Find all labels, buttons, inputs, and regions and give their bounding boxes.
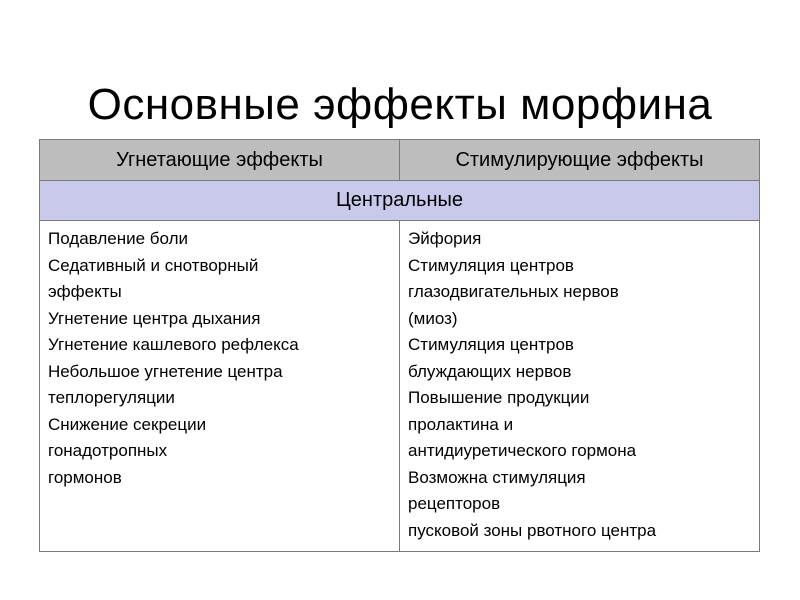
stimulating-effects-list xyxy=(408,226,753,544)
effect-line: (миоз) xyxy=(408,308,458,328)
effect-line: рецепторов xyxy=(408,494,501,513)
effect-line: Седативный и снотворный xyxy=(48,255,259,275)
effect-line: гормонов xyxy=(48,467,122,487)
effect-line: Снижение секреции xyxy=(48,414,207,434)
effect-line: пролактина и xyxy=(408,414,514,434)
effect-line: антидиуретического гормона xyxy=(408,441,637,460)
effect-line: Подавление боли xyxy=(48,229,188,248)
table-header-row xyxy=(40,140,760,181)
effect-line: Угнетение кашлевого рефлекса xyxy=(48,335,299,354)
header-stimulating-effects: Стимулирующие эффекты xyxy=(400,140,760,181)
effect-line: гонадотропных xyxy=(48,441,168,460)
effect-line: глазодвигательных нервов xyxy=(408,282,619,301)
inhibitory-effects-cell xyxy=(40,221,400,552)
table-section-row xyxy=(40,181,760,221)
effect-line: Небольшое угнетение центра xyxy=(48,361,283,381)
table-content-row xyxy=(40,221,760,552)
effect-line: Повышение продукции xyxy=(408,388,590,407)
section-central: Центральные xyxy=(40,181,760,221)
inhibitory-effects-list xyxy=(48,226,393,491)
stimulating-effects-cell xyxy=(400,221,760,552)
effect-line: Эйфория xyxy=(408,229,482,248)
effect-line: теплорегуляции xyxy=(48,388,175,407)
effect-line: эффекты xyxy=(48,282,122,301)
effects-table xyxy=(39,139,760,552)
effect-line: пусковой зоны рвотного центра xyxy=(408,520,657,540)
effect-line: блуждающих нервов xyxy=(408,361,572,381)
effect-line: Стимуляция центров xyxy=(408,255,574,275)
header-inhibitory-effects: Угнетающие эффекты xyxy=(40,140,400,181)
effect-line: Возможна стимуляция xyxy=(408,467,586,487)
effect-line: Угнетение центра дыхания xyxy=(48,308,261,328)
effect-line: Стимуляция центров xyxy=(408,335,574,354)
slide-title: Основные эффекты морфина xyxy=(87,80,713,130)
